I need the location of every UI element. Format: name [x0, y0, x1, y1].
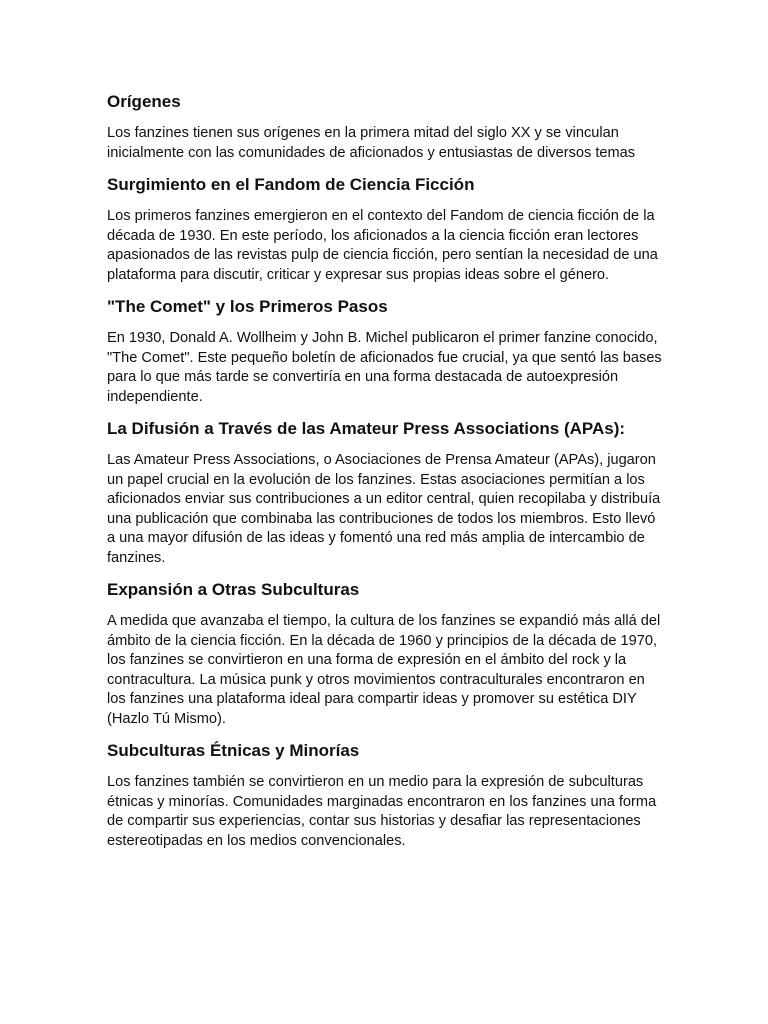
section-subculturas-etnicas [107, 740, 663, 851]
section-the-comet [107, 296, 663, 407]
section-heading: Surgimiento en el Fandom de Ciencia Ficción [107, 175, 475, 194]
section-paragraph: A medida que avanzaba el tiempo, la cultura de los fanzines se expandió más allá del ámbito de la ciencia ficción. En la década de 1960 y principios de la década de 1970, los fanzines se convirtieron en una forma de expresión en el ámbito del rock y la contracultura. La música punk y otros movimientos contraculturales encontraron en los fanzines una plataforma ideal para compartir ideas y promover su estética DIY (Hazlo Tú Mismo). [107, 613, 661, 727]
section-heading: Subculturas Étnicas y Minorías [107, 741, 360, 760]
section-paragraph: En 1930, Donald A. Wollheim y John B. Michel publicaron el primer fanzine conocido, "The Comet". Este pequeño boletín de aficionados fue crucial, ya que sentó las bases para lo que más tarde se convertiría en una forma destacada de autoexpresión independiente. [107, 330, 662, 405]
section-heading: Expansión a Otras Subculturas [107, 580, 360, 599]
section-expansion [107, 579, 663, 729]
section-surgimiento [107, 174, 663, 285]
section-paragraph: Los fanzines tienen sus orígenes en la primera mitad del siglo XX y se vinculan inicialmente con las comunidades de aficionados y entusiastas de diversos temas [107, 125, 636, 161]
section-heading: Orígenes [107, 92, 181, 111]
section-heading: La Difusión a Través de las Amateur Press Associations (APAs): [107, 419, 626, 438]
section-heading: "The Comet" y los Primeros Pasos [107, 297, 388, 316]
document-page [107, 91, 663, 862]
section-origenes [107, 91, 663, 163]
section-paragraph: Las Amateur Press Associations, o Asociaciones de Prensa Amateur (APAs), jugaron un papel crucial en la evolución de los fanzines. Estas asociaciones permitían a los aficionados enviar sus contribuciones a un editor central, quien recopilaba y distribuía una publicación que combinaba las contribuciones de todos los miembros. Esto llevó a una mayor difusión de las ideas y fomentó una red más amplia de intercambio de fanzines. [107, 452, 661, 566]
section-apas [107, 418, 663, 568]
section-paragraph: Los fanzines también se convirtieron en un medio para la expresión de subculturas étnicas y minorías. Comunidades marginadas encontraron en los fanzines una forma de compartir sus experiencias, contar sus historias y desafiar las representaciones estereotipadas en los medios convencionales. [107, 774, 657, 849]
section-paragraph: Los primeros fanzines emergieron en el contexto del Fandom de ciencia ficción de la década de 1930. En este período, los aficionados a la ciencia ficción eran lectores apasionados de las revistas pulp de ciencia ficción, pero sentían la necesidad de una plataforma para discutir, criticar y expresar sus propias ideas sobre el género. [107, 208, 658, 283]
